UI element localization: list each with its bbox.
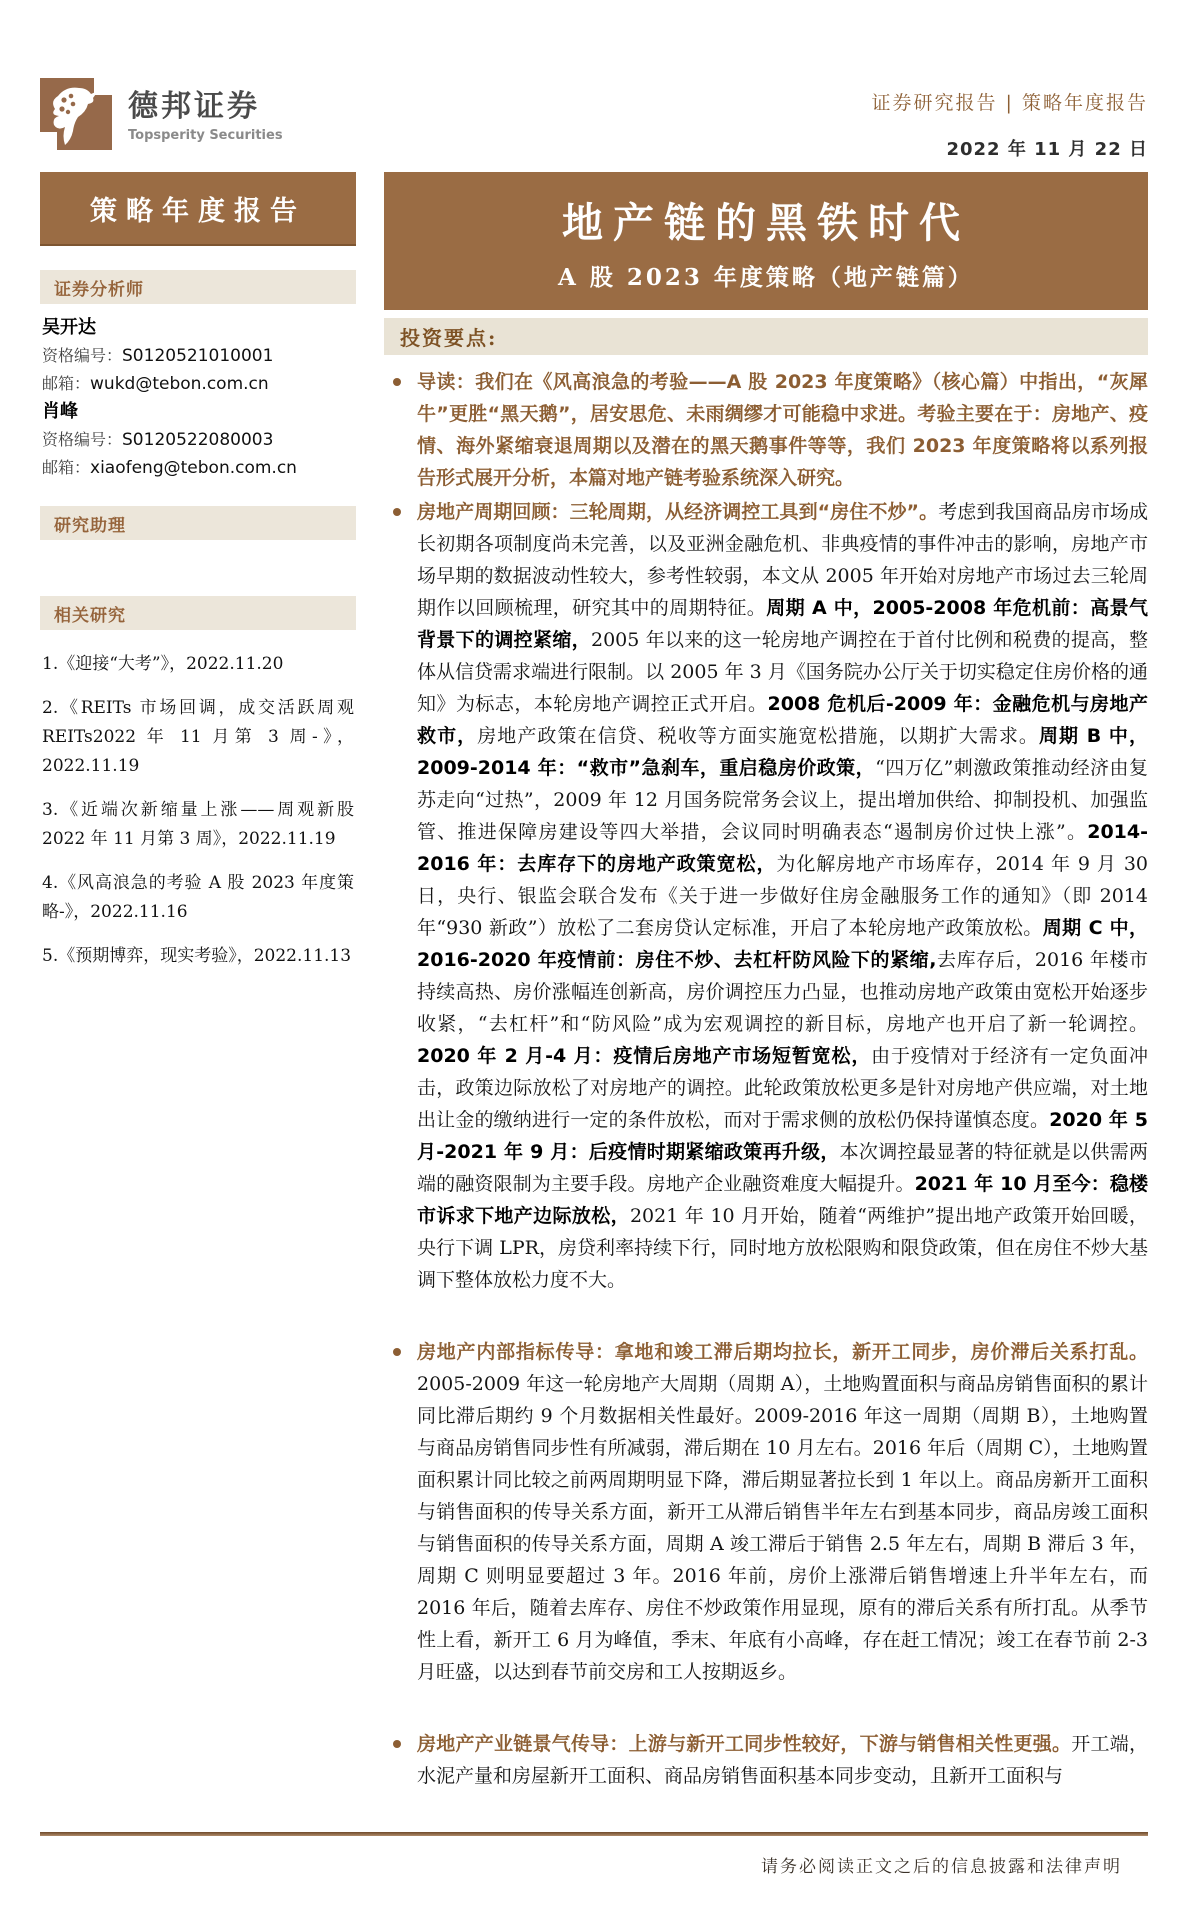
related-research-item: 1.《迎接“大考”》，2022.11.20 <box>42 654 284 674</box>
analyst-credential: 资格编号：S0120521010001 <box>42 346 274 366</box>
related-research-item: 2.《REITs 市场回调，成交活跃周观 REITs2022 年 11 月第 3 周-》，2022.11.19 <box>42 698 354 776</box>
assistant-section-header: 研究助理 <box>40 506 356 540</box>
page-footer <box>40 1832 1148 1921</box>
analyst-list <box>40 304 356 482</box>
report-subtitle: A 股 2023 年度策略（地产链篇） <box>558 264 974 291</box>
related-research-header: 相关研究 <box>40 596 356 630</box>
analyst-section-header: 证券分析师 <box>40 270 356 304</box>
report-title: 地产链的黑铁时代 <box>562 199 970 247</box>
report-type-banner: 策略年度报告 <box>40 172 356 246</box>
analyst-name: 肖峰 <box>42 401 78 422</box>
highlights-list <box>384 366 1148 1792</box>
highlight-bullet <box>384 1336 1148 1688</box>
analyst-credential: 资格编号：S0120522080003 <box>42 430 274 450</box>
related-research-item: 3.《近端次新缩量上涨——周观新股 2022 年 11 月第 3 周》，2022.11.19 <box>42 800 354 849</box>
report-date: 2022 年 11 月 22 日 <box>946 139 1148 160</box>
analyst-email: 邮箱：xiaofeng@tebon.com.cn <box>42 458 297 478</box>
title-banner <box>384 172 1148 310</box>
analyst-email: 邮箱：wukd@tebon.com.cn <box>42 374 269 394</box>
company-name-en: Topsperity Securities <box>128 128 283 143</box>
brand-block <box>40 78 283 150</box>
header-meta <box>872 78 1148 161</box>
bullet-dot-icon <box>393 508 401 516</box>
leopard-logo-icon <box>40 78 112 150</box>
bullet-dot-icon <box>393 1348 401 1356</box>
bullet-text: 导读：我们在《风高浪急的考验——A 股 2023 年度策略》（核心篇）中指出，“灰犀牛”更胜“黑天鹅”，居安思危、未雨绸缪才可能稳中求进。考验主要在于：房地产、疫情、海外紧缩衰退周期以及潜在的黑天鹅事件等等，我们 2023 年度策略将以系列报告形式展开分析，本篇对地产链考验系统深入研究。 <box>417 371 1148 489</box>
brand-text <box>128 78 283 143</box>
highlight-bullet <box>384 496 1148 1296</box>
related-research-list <box>42 650 354 971</box>
sidebar <box>40 172 356 1832</box>
highlight-bullet <box>384 366 1148 494</box>
bullet-dot-icon <box>393 378 401 386</box>
company-name-cn: 德邦证券 <box>128 89 260 124</box>
bullet-text: 房地产内部指标传导：拿地和竣工滞后期均拉长，新开工同步，房价滞后关系打乱。2005-2009 年这一轮房地产大周期（周期 A），土地购置面积与商品房销售面积的累计同比滞后期约 9 个月数据相关性最好。2009-2016 年这一周期（周期 B），土地购置与商品房销售同步性有所减弱，滞后期在 10 月左右。2016 年后（周期 C），土地购置面积累计同比较之前两周期明显下降，滞后期显著拉长到 1 年以上。商品房新开工面积与销售面积的传导关系方面，新开工从滞后销售半年左右到基本同步，商品房竣工面积与销售面积的传导关系方面，周期 A 竣工滞后于销售 2.5 年左右，周期 B 滞后 3 年，周期 C 则明显要超过 3 年。2016 年前，房价上涨滞后销售增速上升半年左右，而 2016 年后，随着去库存、房住不炒政策作用显现，原有的滞后关系有所打乱。从季节性上看，新开工 6 月为峰值，季末、年底有小高峰，存在赶工情况；竣工在春节前 2-3 月旺盛，以达到春节前交房和工人按期返乡。 <box>417 1341 1148 1683</box>
main-content <box>384 172 1148 1832</box>
footer-disclaimer: 请务必阅读正文之后的信息披露和法律声明 <box>761 1857 1122 1877</box>
highlight-bullet <box>384 1728 1148 1792</box>
report-category: 证券研究报告 | 策略年度报告 <box>871 92 1148 114</box>
assistant-section-empty <box>40 540 356 596</box>
bullet-text: 房地产产业链景气传导：上游与新开工同步性较好，下游与销售相关性更强。开工端，水泥产量和房屋新开工面积、商品房销售面积基本同步变动，且新开工面积与 <box>417 1733 1148 1787</box>
analyst-name: 吴开达 <box>42 317 96 338</box>
report-header <box>40 78 1148 161</box>
bullet-text: 房地产周期回顾：三轮周期，从经济调控工具到“房住不炒”。考虑到我国商品房市场成长初期各项制度尚未完善，以及亚洲金融危机、非典疫情的事件冲击的影响，房地产市场早期的数据波动性较大，参考性较弱，本文从 2005 年开始对房地产市场过去三轮周期作以回顾梳理，研究其中的周期特征。周期 A 中，2005-2008 年危机前：高景气背景下的调控紧缩，2005 年以来的这一轮房地产调控在于首付比例和税费的提高，整体从信贷需求端进行限制。以 2005 年 3 月《国务院办公厅关于切实稳定住房价格的通知》为标志，本轮房地产调控正式开启。2008 危机后-2009 年：金融危机与房地产救市，房地产政策在信贷、税收等方面实施宽松措施，以期扩大需求。周期 B 中，2009-2014 年：“救市”急刹车，重启稳房价政策，“四万亿”刺激政策推动经济由复苏走向“过热”，2009 年 12 月国务院常务会议上，提出增加供给、抑制投机、加强监管、推进保障房建设等四大举措，会议同时明确表态“遏制房价过快上涨”。2014-2016 年：去库存下的房地产政策宽松，为化解房地产市场库存，2014 年 9 月 30 日，央行、银监会联合发布《关于进一步做好住房金融服务工作的通知》（即 2014 年“930 新政”）放松了二套房贷认定标准，开启了本轮房地产政策放松。周期 C 中，2016-2020 年疫情前：房住不炒、去杠杆防风险下的紧缩,去库存后，2016 年楼市持续高热、房价涨幅连创新高，房价调控压力凸显，也推动房地产政策由宽松开始逐步收紧，“去杠杆”和“防风险”成为宏观调控的新目标，房地产也开启了新一轮调控。2020 年 2 月-4 月：疫情后房地产市场短暂宽松，由于疫情对于经济有一定负面冲击，政策边际放松了对房地产的调控。此轮政策放松更多是针对房地产供应端，对土地出让金的缴纳进行一定的条件放松，而对于需求侧的放松仍保持谨慎态度。2020 年 5 月-2021 年 9 月：后疫情时期紧缩政策再升级，本次调控最显著的特征就是以供需两端的融资限制为主要手段。房地产企业融资难度大幅提升。2021 年 10 月至今：稳楼市诉求下地产边际放松，2021 年 10 月开始，随着“两维护”提出地产政策开始回暖，央行下调 LPR，房贷利率持续下行，同时地方放松限购和限贷政策，但在房住不炒大基调下整体放松力度不大。 <box>417 501 1148 1291</box>
bullet-dot-icon <box>393 1740 401 1748</box>
related-research-item: 5.《预期博弈，现实考验》，2022.11.13 <box>42 946 352 966</box>
highlights-header: 投资要点: <box>384 318 1148 355</box>
related-research-item: 4.《风高浪急的考验 A 股 2023 年度策略-》，2022.11.16 <box>42 873 354 922</box>
footer-divider <box>40 1832 1148 1836</box>
